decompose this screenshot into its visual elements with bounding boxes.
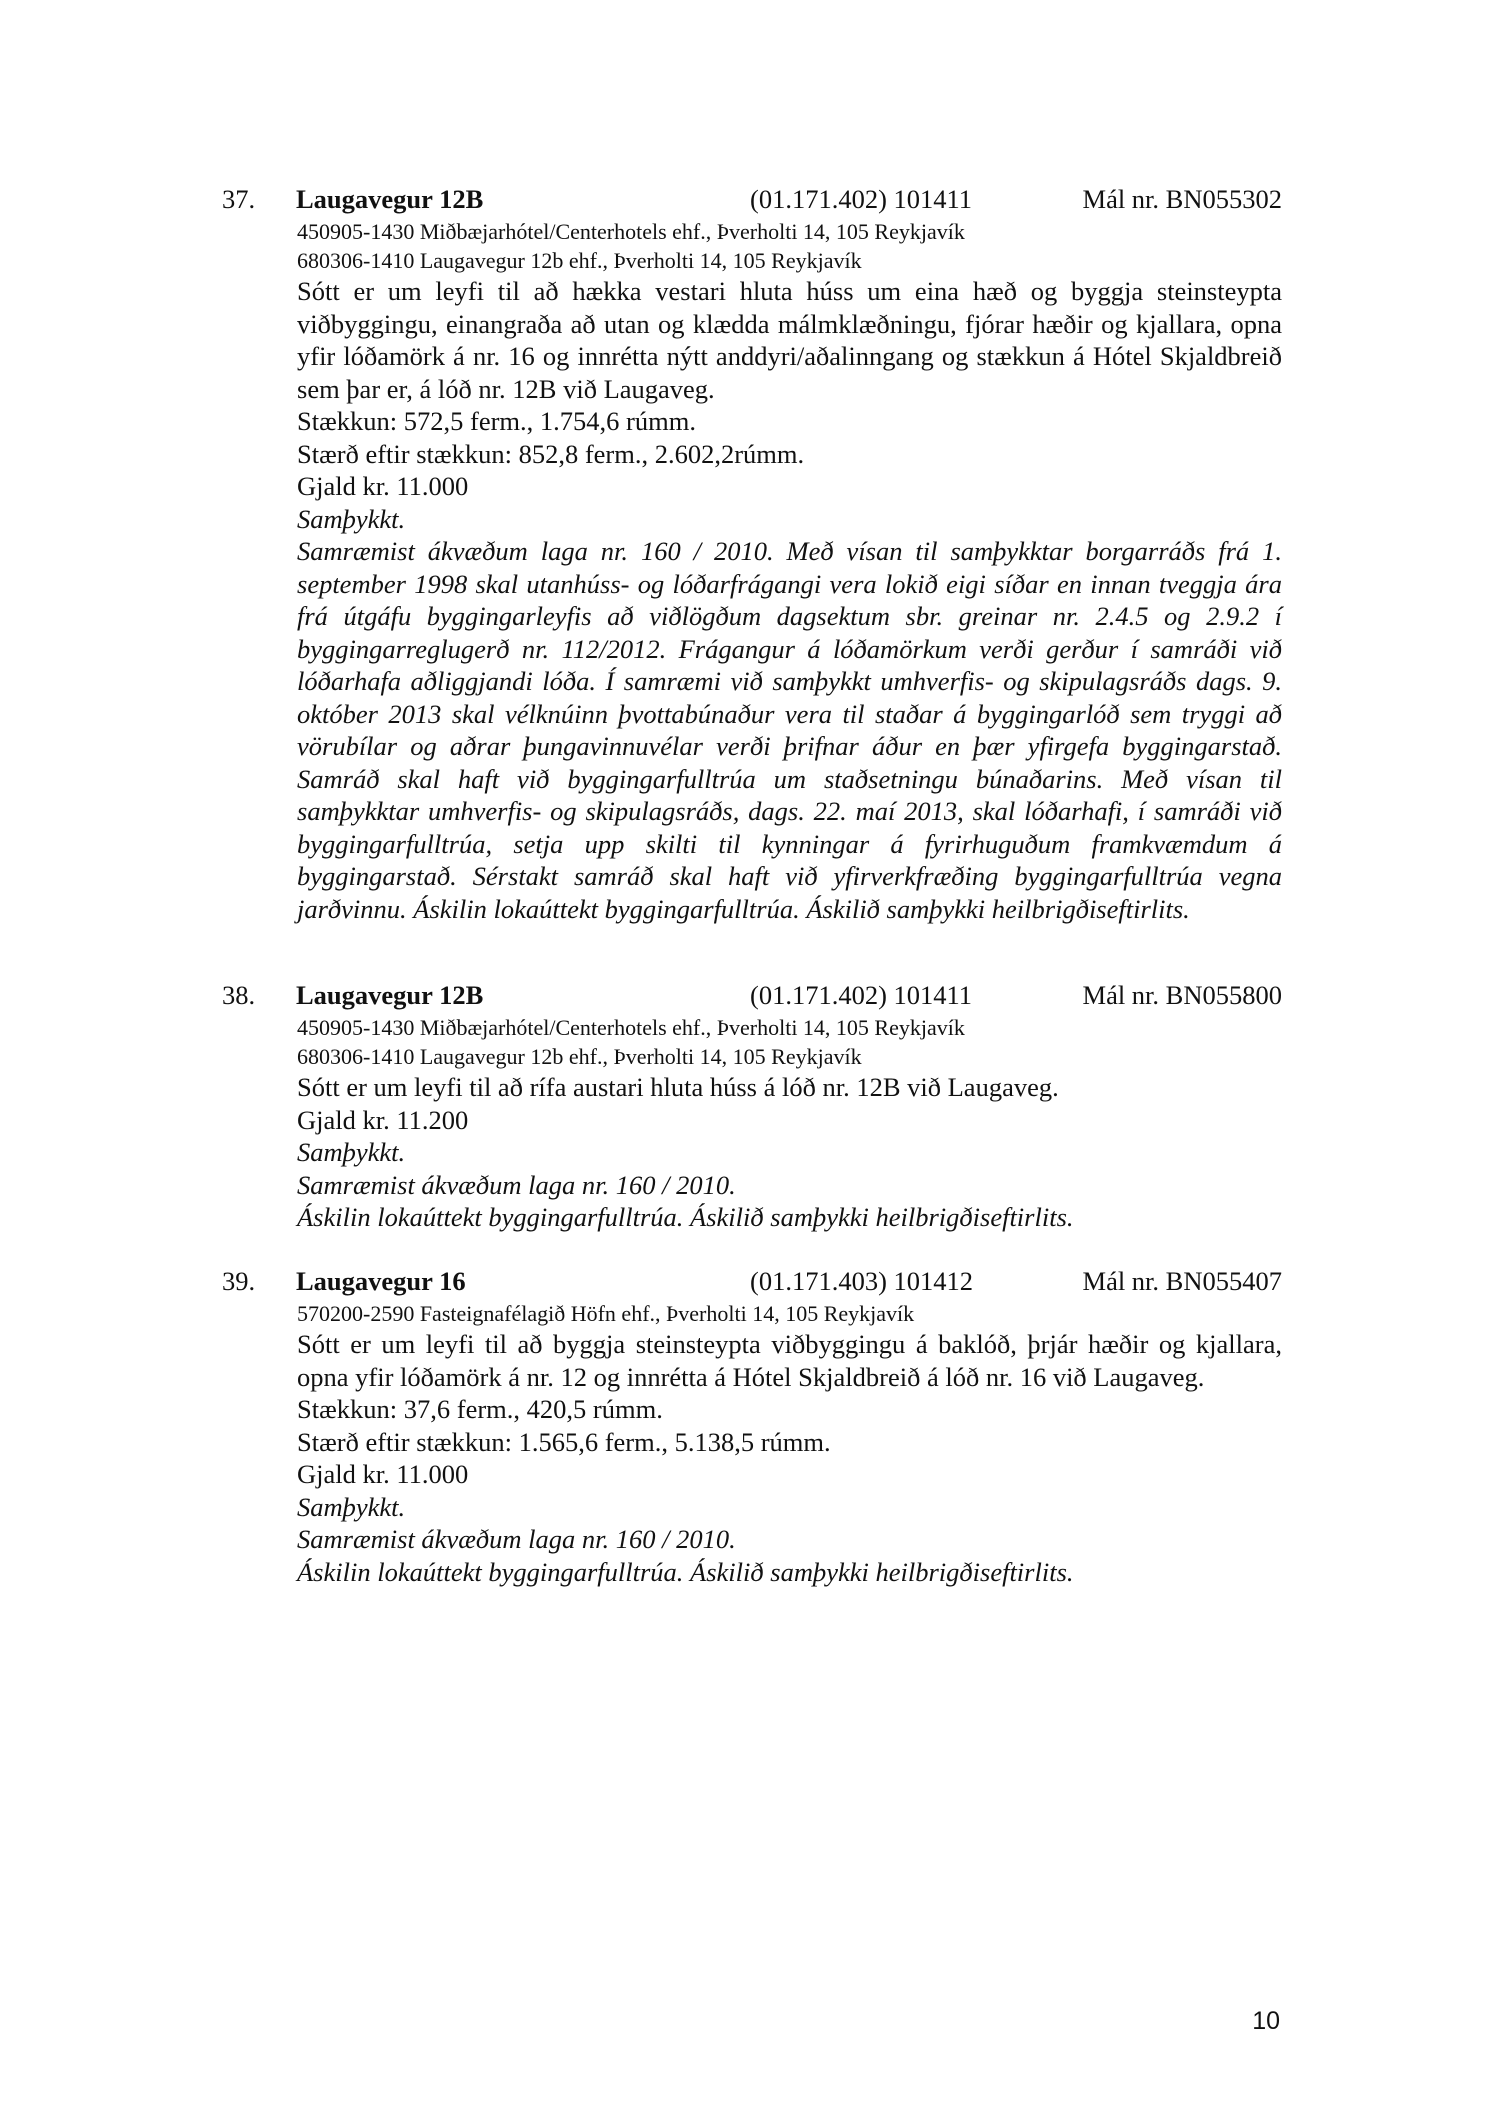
notes-line: Áskilin lokaúttekt byggingarfulltrúa. Áskilið samþykki heilbrigðiseftirlits. bbox=[297, 1556, 1074, 1587]
fee-line: Gjald kr. 11.000 bbox=[297, 1459, 469, 1489]
case-land-number: (01.171.402) 101411 bbox=[750, 184, 973, 214]
case-number: 37. bbox=[222, 184, 256, 214]
applicant-line: 680306-1410 Laugavegur 12b ehf., Þverholti 14, 105 Reykjavík bbox=[297, 1044, 862, 1069]
case-description: Sótt er um leyfi til að hækka vestari hluta húss um eina hæð og byggja steinsteypta viðbyggingu, einangraða að utan og klædda málmklæðningu, fjórar hæðir og kjallara, opna yfir lóðamörk á nr. 16 og innrétta nýtt anddyri/aðalinngang og stækkun á Hótel Skjaldbreið sem þar er, á lóð nr. 12B við Laugaveg. bbox=[297, 276, 1282, 404]
page-number: 10 bbox=[1252, 2007, 1280, 2035]
notes-line: Samræmist ákvæðum laga nr. 160 / 2010. bbox=[297, 1524, 736, 1554]
case-address: Laugavegur 16 bbox=[296, 1266, 466, 1296]
case-body bbox=[297, 217, 1282, 925]
case-land-number: (01.171.402) 101411 bbox=[750, 980, 973, 1010]
case-address: Laugavegur 12B bbox=[296, 980, 484, 1010]
notes-line: Áskilin lokaúttekt byggingarfulltrúa. Áskilið samþykki heilbrigðiseftirlits. bbox=[297, 1202, 1074, 1232]
decision-line: Samþykkt. bbox=[297, 1491, 406, 1522]
case-description: Sótt er um leyfi til að byggja steinsteypta viðbyggingu á baklóð, þrjár hæðir og kjallara, opna yfir lóðamörk á nr. 12 og innrétta á Hótel Skjaldbreið á lóð nr. 16 við Laugaveg. bbox=[297, 1329, 1282, 1392]
case-number: 39. bbox=[222, 1266, 256, 1296]
case-header bbox=[222, 977, 1282, 1013]
enlargement-line: Stækkun: 572,5 ferm., 1.754,6 rúmm. bbox=[297, 406, 696, 436]
case-number: 38. bbox=[222, 980, 256, 1010]
size-after-line: Stærð eftir stækkun: 852,8 ferm., 2.602,2rúmm. bbox=[297, 438, 805, 469]
case-item-38 bbox=[222, 977, 1282, 1234]
applicant-line: 450905-1430 Miðbæjarhótel/Centerhotels ehf., Þverholti 14, 105 Reykjavík bbox=[297, 219, 965, 244]
applicant-line: 450905-1430 Miðbæjarhótel/Centerhotels ehf., Þverholti 14, 105 Reykjavík bbox=[297, 1015, 965, 1040]
case-notes: Samræmist ákvæðum laga nr. 160 / 2010. Með vísan til samþykktar borgarráðs frá 1. september 1998 skal utanhúss- og lóðarfrágangi vera lokið eigi síðar en innan tveggja ára frá útgáfu byggingarleyfis að viðlögðum dagsektum sbr. greinar nr. 2.4.5 og 2.9.2 í byggingarreglugerð nr. 112/2012. Frágangur á lóðamörkum verði gerður í samráði við lóðarhafa aðliggjandi lóða. Í samræmi við samþykkt umhverfis- og skipulagsráðs dags. 9. október 2013 skal vélknúinn þvottabúnaður vera til staðar á byggingarlóð sem tryggi að vörubílar og aðrar þungavinnuvélar verði þrifnar áður en þær yfirgefa byggingarstað. Samráð skal haft við byggingarfulltrúa um staðsetningu búnaðarins. Með vísan til samþykktar umhverfis- og skipulagsráðs, dags. 22. maí 2013, skal lóðarhafi, í samráði við byggingarfulltrúa, setja upp skilti til kynningar á fyrirhuguðum framkvæmdum á byggingarstað. Sérstakt samráð skal haft við yfirverkfræðing byggingarfulltrúa vegna jarðvinnu. Áskilin lokaúttekt byggingarfulltrúa. Áskilið samþykki heilbrigðiseftirlits. bbox=[297, 536, 1282, 924]
enlargement-line: Stækkun: 37,6 ferm., 420,5 rúmm. bbox=[297, 1394, 663, 1424]
case-body bbox=[297, 1299, 1282, 1588]
fee-line: Gjald kr. 11.000 bbox=[297, 471, 469, 501]
case-reference: Mál nr. BN055302 bbox=[1082, 184, 1282, 214]
case-item-39 bbox=[222, 1263, 1282, 1588]
case-reference: Mál nr. BN055407 bbox=[1082, 1266, 1282, 1296]
case-header bbox=[222, 181, 1282, 217]
case-description: Sótt er um leyfi til að rífa austari hluta húss á lóð nr. 12B við Laugaveg. bbox=[297, 1072, 1059, 1102]
applicant-line: 570200-2590 Fasteignafélagið Höfn ehf., Þverholti 14, 105 Reykjavík bbox=[297, 1301, 915, 1326]
fee-line: Gjald kr. 11.200 bbox=[297, 1104, 469, 1135]
case-item-37 bbox=[222, 181, 1282, 925]
decision-line: Samþykkt. bbox=[297, 1137, 406, 1167]
decision-line: Samþykkt. bbox=[297, 503, 406, 534]
notes-line: Samræmist ákvæðum laga nr. 160 / 2010. bbox=[297, 1169, 736, 1200]
case-header bbox=[222, 1263, 1282, 1299]
case-body bbox=[297, 1013, 1282, 1234]
case-land-number: (01.171.403) 101412 bbox=[750, 1266, 974, 1296]
case-reference: Mál nr. BN055800 bbox=[1082, 980, 1282, 1010]
applicant-line: 680306-1410 Laugavegur 12b ehf., Þverholti 14, 105 Reykjavík bbox=[297, 248, 862, 273]
case-address: Laugavegur 12B bbox=[296, 184, 484, 214]
size-after-line: Stærð eftir stækkun: 1.565,6 ferm., 5.138,5 rúmm. bbox=[297, 1426, 831, 1457]
